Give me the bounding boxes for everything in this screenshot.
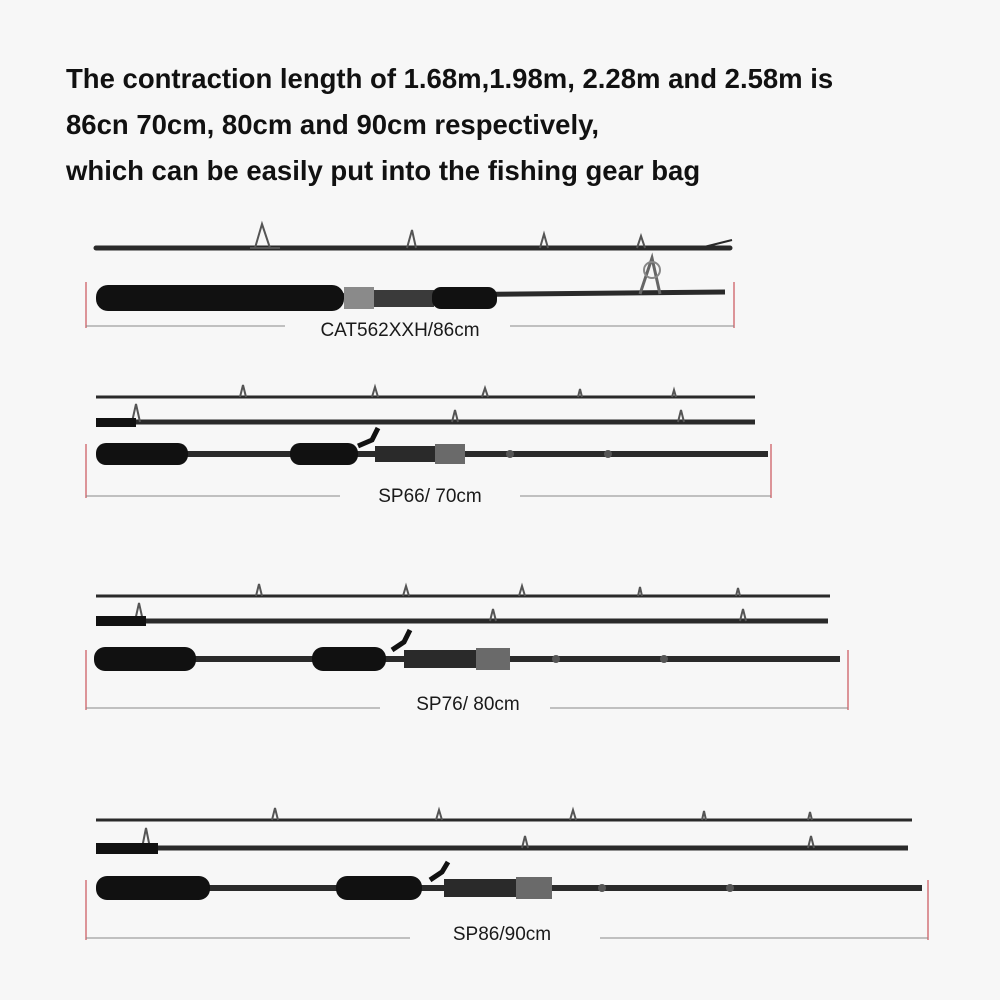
rod-section-2 (96, 404, 755, 427)
rod-label-cat562xxh: CAT562XXH/86cm (320, 320, 480, 341)
rod-group-sp76 (0, 578, 1000, 728)
rod-group-sp66 (0, 380, 1000, 510)
rod-section-3 (94, 630, 840, 671)
rod-butt-section (96, 258, 725, 311)
rod-section-3 (96, 428, 768, 465)
heading-line-2: 86cn 70cm, 80cm and 90cm respectively, (66, 109, 600, 140)
rod-section-1 (96, 385, 755, 397)
rod-group-cat562xxh (0, 210, 1000, 350)
rod-label-sp66: SP66/ 70cm (378, 486, 482, 507)
heading-line-1: The contraction length of 1.68m,1.98m, 2.28m and 2.58m is (66, 63, 834, 94)
rod-section-3 (96, 862, 922, 900)
rod-label-sp86: SP86/90cm (452, 924, 552, 945)
rod-tip-section (96, 224, 732, 248)
heading-line-3: which can be easily put into the fishing gear bag (66, 155, 701, 186)
heading-text (66, 56, 966, 194)
rod-section-2 (96, 603, 828, 626)
rod-section-1 (96, 584, 830, 596)
rod-section-2 (96, 828, 908, 854)
rod-group-sp86 (0, 800, 1000, 960)
rod-section-1 (96, 808, 912, 820)
rod-label-sp76: SP76/ 80cm (416, 694, 520, 715)
